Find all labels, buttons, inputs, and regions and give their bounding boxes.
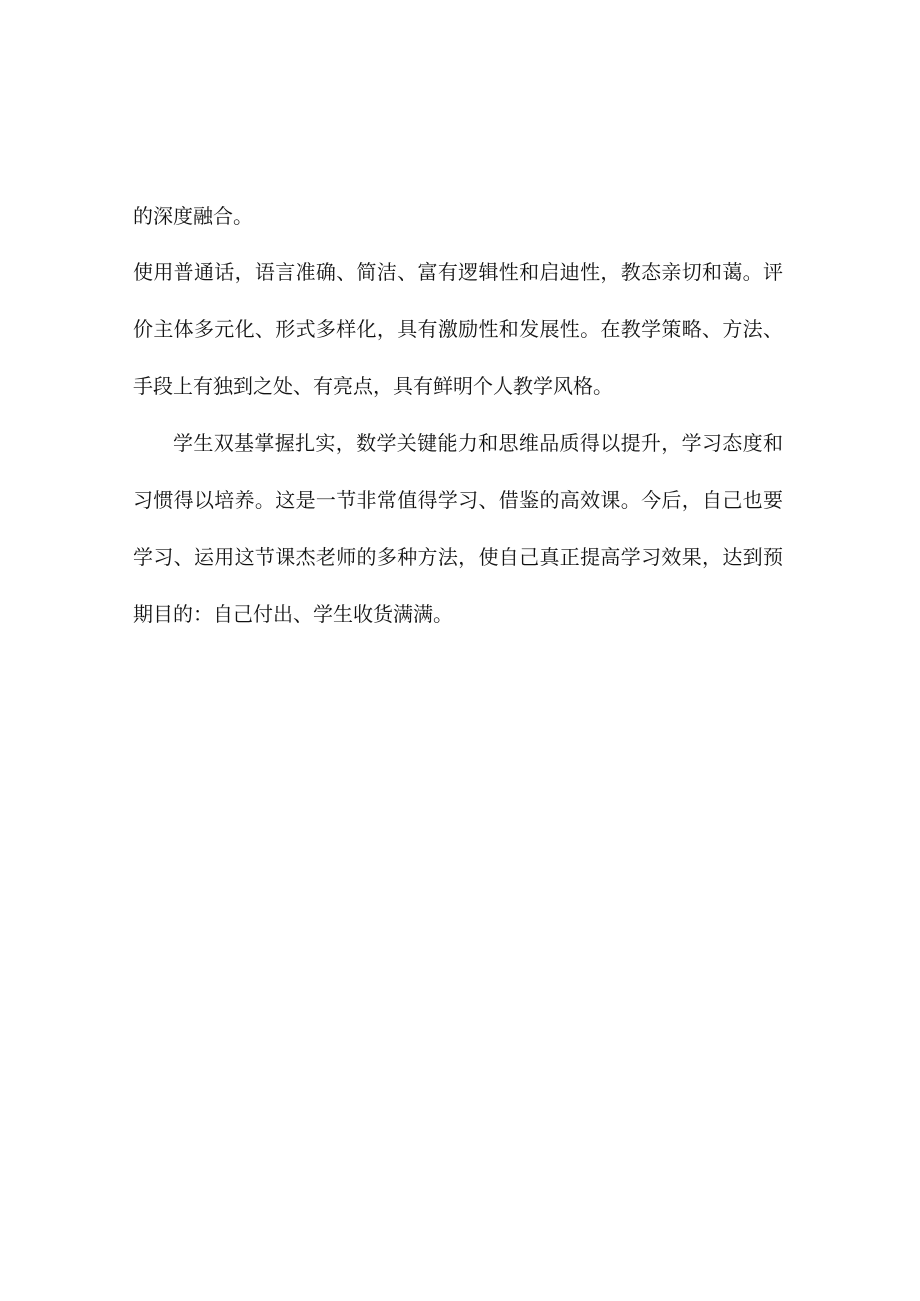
paragraph-continuation: 的深度融合。 [133,204,253,228]
document-body [133,188,783,643]
paragraph-student-outcomes: 学生双基掌握扎实，数学关键能力和思维品质得以提升，学习态度和习惯得以培养。这是一节非常值得学习、借鉴的高效课。今后，自己也要学习、运用这节课杰老师的多种方法，使自己真正提高学习效果，达到预期目的：自己付出、学生收货满满。 [133,431,783,626]
paragraph-teaching-style: 使用普通话，语言准确、简洁、富有逻辑性和启迪性，教态亲切和蔼。评价主体多元化、形式多样化，具有激励性和发展性。在教学策略、方法、手段上有独到之处、有亮点，具有鲜明个人教学风格。 [133,260,783,398]
